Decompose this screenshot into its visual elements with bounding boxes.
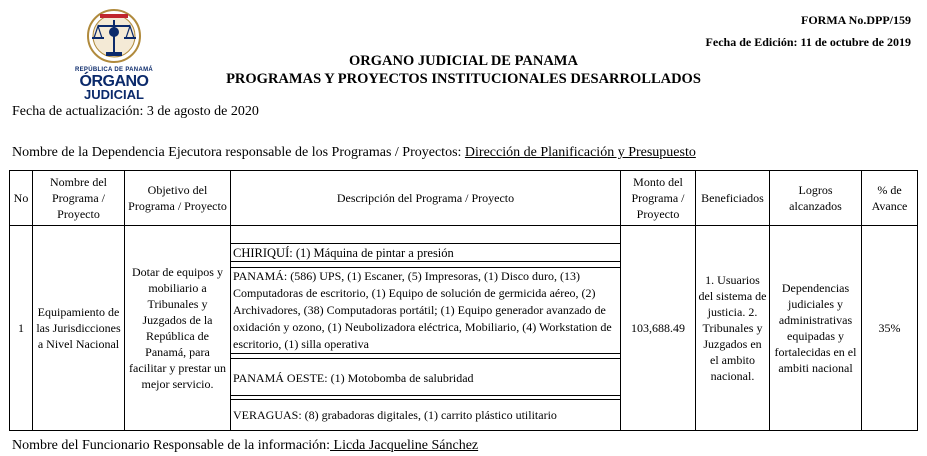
responsible-value: Licda Jacqueline Sánchez [330, 438, 479, 453]
cell-name: Equipamiento de las Jurisdicciones a Nivel Nacional [33, 226, 125, 431]
description-veraguas: VERAGUAS: (8) grabadoras digitales, (1) carrito plástico utilitario [231, 399, 620, 431]
description-chiriqui: CHIRIQUÍ: (1) Máquina de pintar a presión [231, 243, 620, 262]
description-panama: PANAMÁ: (586) UPS, (1) Escaner, (5) Impresoras, (1) Disco duro, (13) Computadoras de escritorio, (1) Equipo de solución de germicida aéreo, (2) Archivadores, (38) Computadoras portátil; (1) Equipo generador avanzado de oxidación y ozono, (1) Neubolizadora eléctrica, Mobiliario, (4) Workstation de escritorio, (1) silla operativa [231, 267, 620, 354]
update-date-value: 3 de agosto de 2020 [146, 104, 259, 119]
logo-country-text: REPÚBLICA DE PANAMÁ [74, 67, 154, 73]
description-panama-oeste: PANAMÁ OESTE: (1) Motobomba de salubridad [231, 358, 620, 396]
update-date-label: Fecha de actualización: [12, 104, 144, 119]
header-progress: % de Avance [862, 171, 918, 226]
header-name: Nombre del Programa / Proyecto [33, 171, 125, 226]
update-date [12, 104, 259, 120]
header-description: Descripción del Programa / Proyecto [231, 171, 621, 226]
table-header-row [10, 171, 918, 226]
logo-organo-text: ÓRGANO [79, 73, 149, 90]
dependency-value: Dirección de Planificación y Presupuesto [464, 145, 696, 160]
document-subtitle: PROGRAMAS Y PROYECTOS INSTITUCIONALES DESARROLLADOS [226, 71, 701, 87]
header-objective: Objetivo del Programa / Proyecto [125, 171, 231, 226]
cell-amount: 103,688.49 [621, 226, 696, 431]
dependency-line [12, 145, 696, 161]
form-id: FORMA No.DPP/159 [801, 13, 911, 27]
cell-progress: 35% [862, 226, 918, 431]
header-achievements: Logros alcanzados [770, 171, 862, 226]
responsible-label: Nombre del Funcionario Responsable de la información: [12, 438, 331, 453]
programs-table [9, 170, 918, 431]
document-title: ORGANO JUDICIAL DE PANAMA [349, 53, 578, 69]
edition-date: Fecha de Edición: 11 de octubre de 2019 [705, 35, 911, 49]
cell-beneficiaries: 1. Usuarios del sistema de justicia. 2. Tribunales y Juzgados en el ambito nacional. [696, 226, 770, 431]
responsible-line [12, 438, 478, 454]
header-beneficiaries: Beneficiados [696, 171, 770, 226]
header-amount: Monto del Programa / Proyecto [621, 171, 696, 226]
logo-judicial-text: JUDICIAL [84, 87, 144, 102]
cell-achievements: Dependencias judiciales y administrativas equipadas y fortalecidas en el ambiti nacional [770, 226, 862, 431]
cell-objective: Dotar de equipos y mobiliario a Tribunales y Juzgados de la República de Panamá, para facilitar y prestar un mejor servicio. [125, 226, 231, 431]
dependency-label: Nombre de la Dependencia Ejecutora responsable de los Programas / Proyectos: [12, 145, 462, 160]
cell-no: 1 [10, 226, 33, 431]
header-no: No [10, 171, 33, 226]
table-row [10, 226, 918, 431]
cell-description [231, 226, 621, 431]
